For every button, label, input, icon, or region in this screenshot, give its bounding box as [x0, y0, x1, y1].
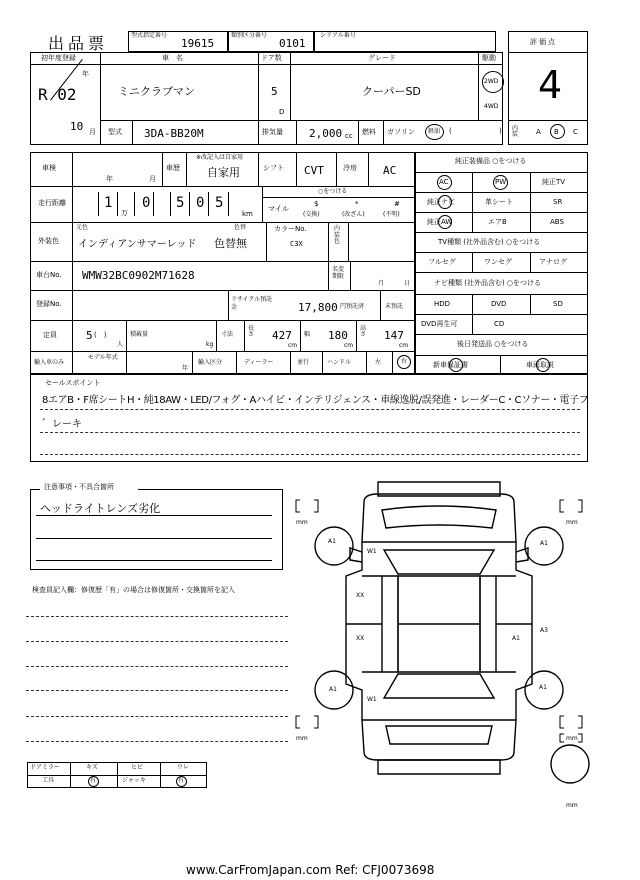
orig-color-value: インディアンサマーレッド: [78, 239, 197, 250]
color-code-label: カラーNo.: [274, 225, 307, 233]
mod-day: 日: [404, 280, 411, 287]
car-diagram: [286, 476, 598, 816]
length-label: 長さ: [248, 325, 255, 338]
load-label: 積載量: [130, 331, 149, 338]
mile-opt-exchange: $: [314, 200, 319, 208]
tv-oneseg: ワンセグ: [484, 258, 512, 266]
tire-rr-grade: A1: [539, 684, 547, 691]
month-unit: 月: [89, 128, 96, 136]
displacement-value: 2,000: [309, 127, 343, 140]
model-cert-value: 19615: [181, 37, 215, 50]
color-label: 外装色: [38, 237, 59, 245]
displacement-label: 排気量: [262, 128, 283, 136]
recycle-label: リサイクル預託金: [231, 296, 273, 311]
equip-airbag: エアB: [488, 218, 507, 226]
right-fender-grade: A3: [540, 627, 548, 634]
era-value: R 02: [38, 85, 77, 104]
roof-rear-grade: XX: [356, 635, 365, 642]
reg-label: 登録No.: [36, 300, 62, 308]
width-label: 幅: [304, 331, 311, 338]
handle-label: ハンドル: [327, 359, 352, 366]
model-year-label: モデル年式: [88, 354, 118, 361]
car-name-value: ミニクラブマン: [118, 85, 195, 98]
year-unit: 年: [82, 70, 89, 78]
fuel-diesel: 軽油: [428, 128, 441, 135]
inspector-label: 検査員記入欄：修復歴「有」の場合は修復箇所・交換箇所を記入: [32, 586, 235, 594]
navi-hdd: HDD: [434, 300, 451, 308]
mileage-digit-2: 0: [142, 195, 151, 211]
model-year-unit: 年: [182, 365, 189, 372]
tire-fl-mm: mm: [296, 519, 308, 526]
recycle-value: 17,800: [298, 301, 338, 314]
history-label: 車歴: [166, 164, 180, 172]
tools-label: 工具: [42, 777, 55, 784]
mile-note: ○をつける: [318, 188, 348, 195]
km-unit: km: [242, 210, 253, 218]
shaken-label: 車検: [42, 164, 56, 172]
tire-rl-grade: A1: [329, 686, 337, 693]
navi-dvd-play: DVD再生可: [421, 320, 458, 328]
shaken-year-unit: 年: [106, 175, 113, 183]
navi-dvd: DVD: [491, 300, 507, 308]
int-color-label: 内装色: [334, 225, 341, 246]
history-value: 自家用: [207, 166, 240, 179]
doors-value: 5: [271, 85, 278, 98]
later-manual: 車両取説: [526, 361, 554, 369]
kg-unit: kg: [206, 341, 214, 348]
mile-opt-tamper-sub: (改ざん): [342, 211, 365, 218]
right-door-grade: A1: [512, 635, 520, 642]
mile-opt-unknown: #: [394, 200, 400, 208]
mod-month: 月: [378, 280, 385, 287]
notes-label: 注意事項・不具合箇所: [44, 483, 114, 491]
door-d: D: [279, 108, 285, 116]
notes-text: ヘッドライトレンズ劣化: [40, 502, 161, 515]
equip-tv: 純正TV: [542, 178, 566, 186]
orig-color-label: 元色: [76, 224, 89, 231]
score-label: 評価点: [530, 38, 557, 46]
mileage-label: 走行距離: [38, 199, 66, 207]
roof-front-grade: XX: [356, 592, 365, 599]
tire-fr-grade: A1: [540, 540, 548, 547]
sales-line-1: 8エアB・F席シートH・純18AW・LED/フォグ・Aハイビ・インテリジェンス・車線逸脱/誤発進・レーダーC・Cソナー・電子フ: [42, 395, 589, 406]
mile-opt-exchange-sub: (交換): [303, 211, 320, 218]
tire-rr-mm: mm: [566, 735, 578, 742]
cc-unit: cc: [345, 132, 353, 140]
vin-value: WMW32BC0902M71628: [82, 269, 195, 282]
grade-value: クーパーSD: [362, 85, 421, 98]
fuel-paren-open: (: [449, 127, 452, 135]
man-unit: 万: [121, 209, 128, 217]
jack-label: ジャッキ: [122, 777, 146, 784]
mile-opt-unknown-sub: (不明): [383, 211, 400, 218]
sales-label: セールスポイント: [45, 379, 101, 387]
later-warranty: 新車保証書: [433, 361, 468, 369]
color-change-value: 色替無: [214, 237, 247, 250]
model-cert-label: 型式指定番号: [131, 32, 168, 39]
equip-pw: PW: [495, 178, 507, 186]
class-label: 類別区分番号: [231, 32, 268, 39]
interior-label: 内装: [512, 125, 519, 138]
rear-glass-grade: W1: [367, 696, 377, 703]
mod-label: 名変期限: [332, 266, 345, 281]
footer-watermark: www.CarFromJapan.com Ref: CFJ0073698: [186, 863, 435, 877]
height-cm: cm: [399, 342, 409, 349]
drive-label: 駆動: [482, 54, 496, 62]
ac-value: AC: [383, 164, 397, 177]
car-name-label: 車 名: [162, 54, 183, 62]
grade-label: グレード: [368, 54, 396, 62]
parallel-option: 並行: [297, 359, 310, 366]
model-label: 型式: [108, 128, 122, 136]
equip-aw: 純正AW: [427, 218, 453, 226]
equip-title: 純正装備品 ○をつける: [455, 157, 527, 165]
equip-sr: SR: [553, 198, 563, 206]
height-label: 高さ: [360, 325, 367, 338]
jack-yes: 有: [178, 777, 185, 784]
score-value: 4: [538, 63, 563, 107]
width-cm: cm: [344, 342, 354, 349]
interior-b: B: [554, 128, 559, 136]
mileage-digit-5: 5: [215, 195, 224, 211]
history-note: ※改記入は自家用: [196, 154, 244, 161]
tire-fr-mm: mm: [566, 519, 578, 526]
mile-opt-mile: マイル: [268, 205, 289, 213]
interior-a: A: [536, 128, 541, 136]
tv-fullseg: フルセグ: [428, 258, 456, 266]
fuel-paren-close: ): [499, 127, 502, 135]
shaken-month-unit: 月: [149, 175, 156, 183]
recycle-status: 未預託: [385, 303, 404, 310]
color-code-value: C3X: [290, 240, 303, 248]
drive-4wd: 4WD: [484, 103, 499, 110]
tire-rl-mm: mm: [296, 735, 308, 742]
sales-line-2: ゛レーキ: [42, 419, 82, 430]
month-value: 10: [70, 120, 84, 133]
navi-title: ナビ種類 (社外品含む) ○をつける: [434, 279, 542, 287]
first-reg-label: 初年度登録: [41, 54, 76, 62]
mirror-header-2: キズ: [86, 764, 98, 771]
tire-fl-grade: A1: [328, 538, 336, 545]
fuel-label: 燃料: [362, 128, 376, 136]
serial-label: シリアル番号: [320, 32, 356, 39]
height-value: 147: [384, 329, 404, 342]
import-type-label: 輸入区分: [198, 359, 223, 366]
mileage-digit-4: 0: [196, 195, 205, 211]
mileage-digit-3: 5: [176, 195, 185, 211]
capacity-paren: ( ): [94, 331, 107, 339]
capacity-unit: 人: [117, 341, 124, 348]
length-cm: cm: [288, 342, 298, 349]
tools-yes: 有: [90, 777, 97, 784]
interior-c: C: [573, 128, 578, 136]
windshield-grade: W1: [367, 548, 377, 555]
ac-label: 冷房: [343, 164, 357, 172]
shift-value: CVT: [304, 164, 324, 177]
equip-leather: 革シート: [485, 198, 513, 206]
mirror-header-4: ワレ: [177, 764, 190, 771]
dim-label: 寸法: [221, 331, 234, 338]
length-value: 427: [272, 329, 292, 342]
equip-ac: AC: [439, 178, 449, 186]
vin-label: 車台No.: [36, 271, 62, 279]
equip-navi: 純正ナビ: [427, 198, 455, 206]
dealer-option: ディーラー: [244, 359, 274, 366]
later-title: 後日発送品 ○をつける: [457, 340, 529, 348]
spare-mm: mm: [566, 802, 578, 809]
doors-label: ドア数: [261, 54, 282, 62]
navi-sd: SD: [553, 300, 563, 308]
equip-abs: ABS: [550, 218, 564, 226]
mile-opt-tamper: *: [355, 200, 359, 208]
import-label: 輸入車のみ: [34, 359, 65, 366]
capacity-value: 5: [86, 329, 93, 342]
handle-right: 右: [401, 358, 408, 365]
model-value: 3DA-BB20M: [144, 127, 204, 140]
width-value: 180: [328, 329, 348, 342]
mileage-digit-1: 1: [104, 195, 113, 211]
mirror-header-1: ドアミラー: [30, 764, 60, 771]
navi-cd: CD: [494, 320, 505, 328]
tv-analog: アナログ: [539, 258, 567, 266]
drive-2wd: 2WD: [484, 78, 499, 85]
color-change-label: 色替: [234, 224, 247, 231]
shift-label: シフト: [263, 164, 284, 172]
tv-title: TV種類 (社外品含む) ○をつける: [438, 238, 541, 246]
class-value: 0101: [279, 37, 306, 50]
capacity-label: 定員: [43, 331, 57, 339]
page-title: 出品票: [48, 34, 109, 53]
handle-left: 左: [375, 359, 382, 366]
fuel-gas: ガソリン: [387, 128, 415, 136]
recycle-unit: 円預託済: [340, 303, 365, 310]
mirror-header-3: ヒビ: [131, 764, 144, 771]
sales-box: [30, 374, 588, 462]
